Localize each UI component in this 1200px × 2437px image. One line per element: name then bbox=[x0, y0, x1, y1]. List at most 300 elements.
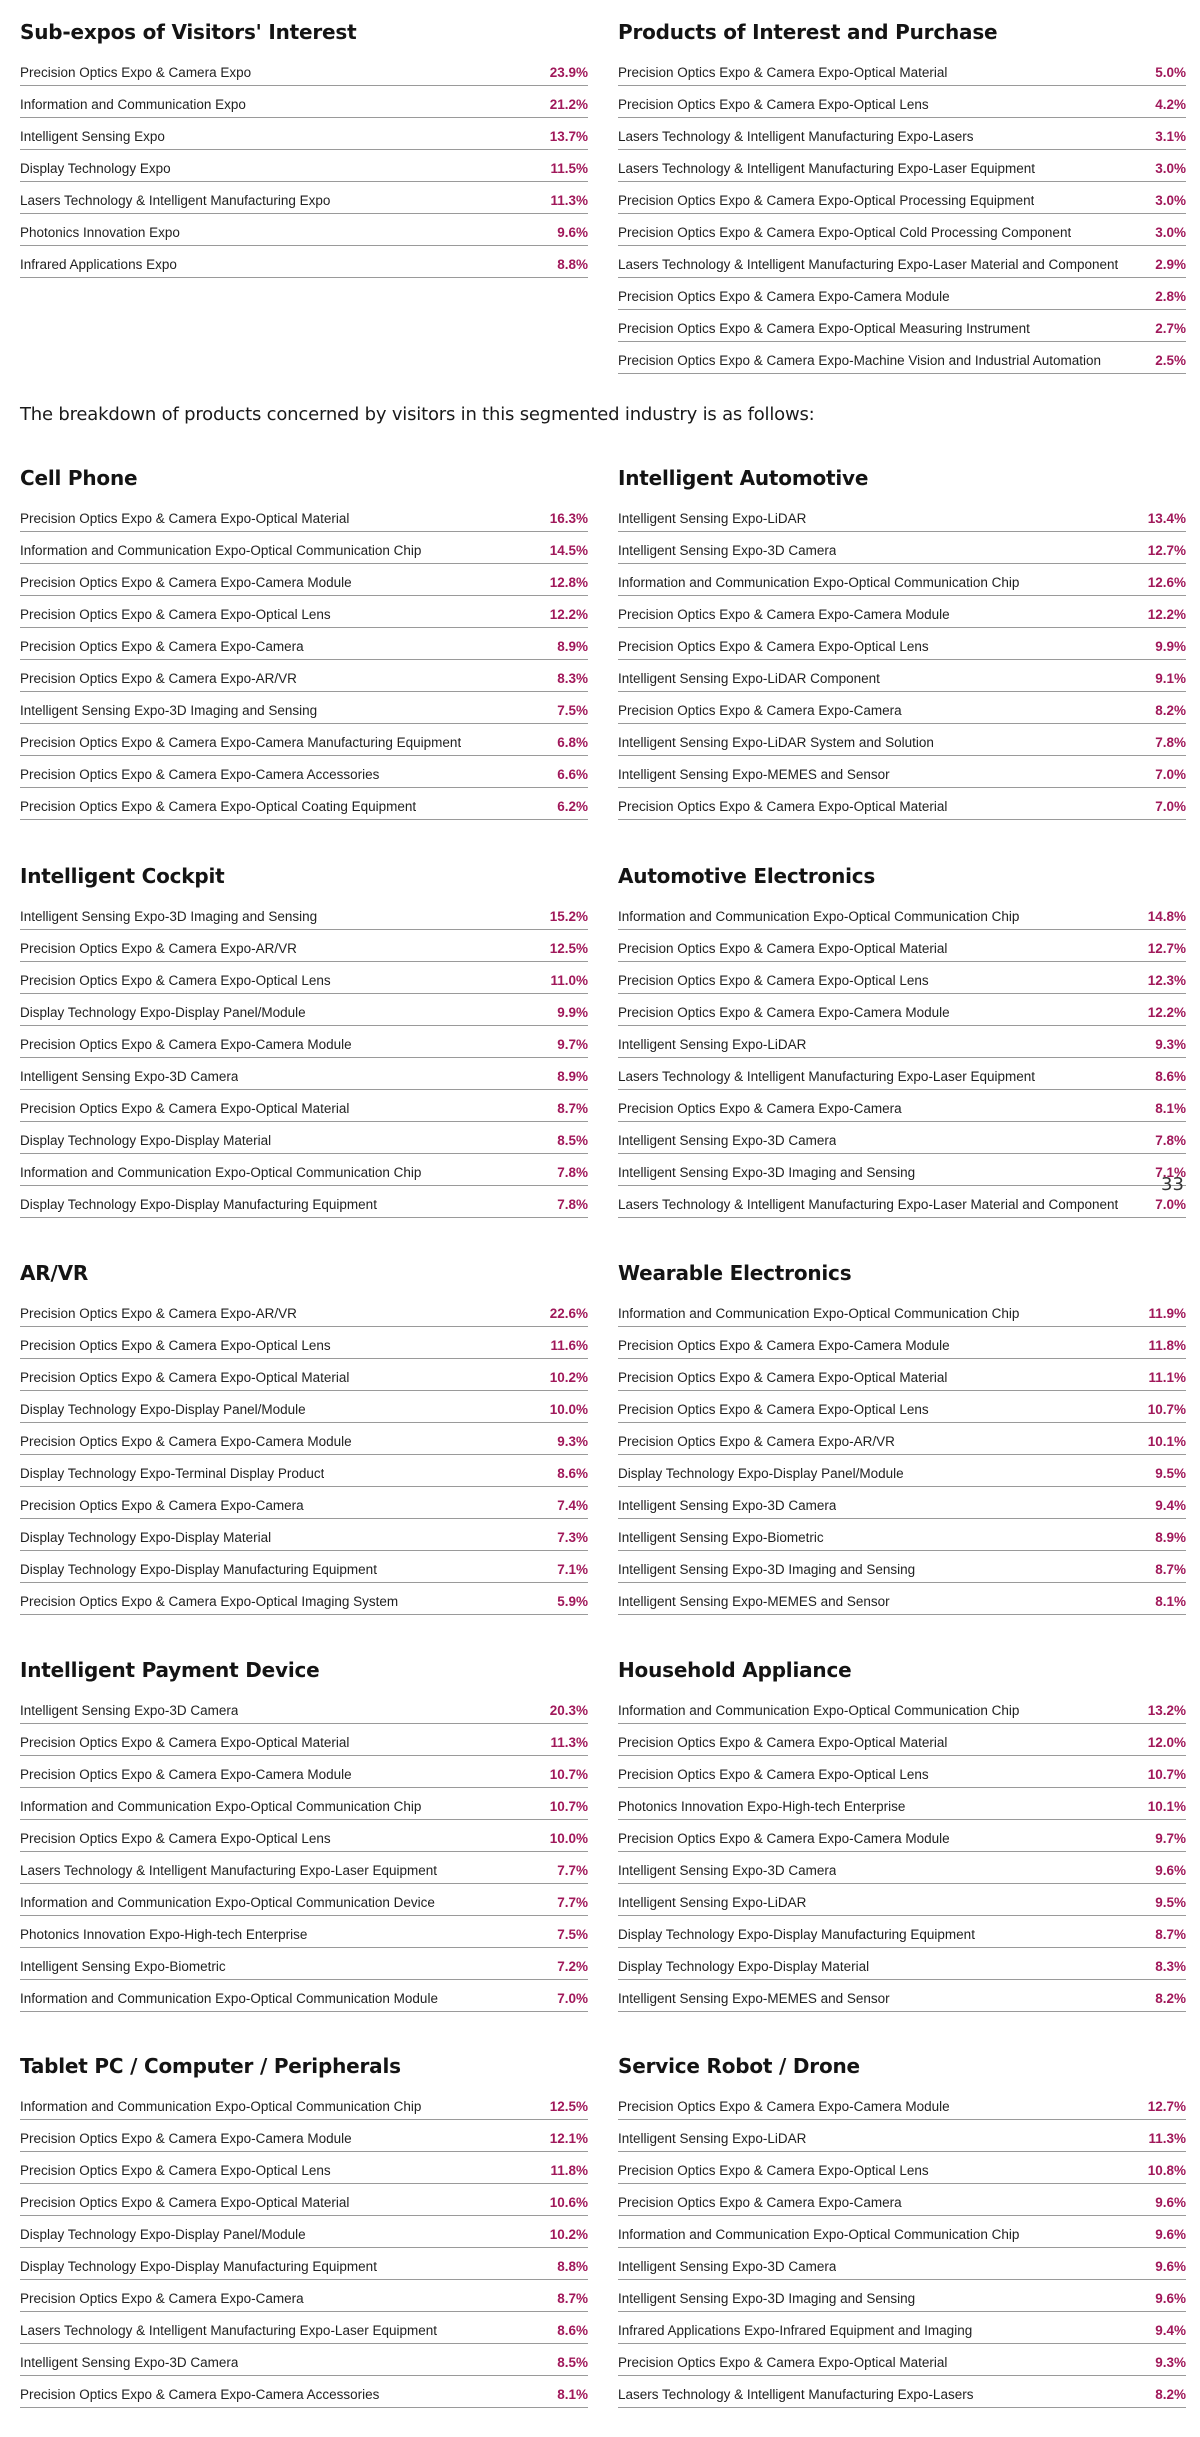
item-percentage: 9.3% bbox=[557, 1434, 588, 1449]
item-percentage: 13.2% bbox=[1147, 1703, 1186, 1718]
list-item bbox=[20, 246, 588, 278]
item-percentage: 9.5% bbox=[1155, 1466, 1186, 1481]
list-item bbox=[618, 1455, 1186, 1487]
section-sub-expos-interest bbox=[20, 18, 588, 278]
list-item bbox=[618, 756, 1186, 788]
item-label: Information and Communication Expo-Optical Communication Chip bbox=[618, 909, 1020, 924]
item-percentage: 10.1% bbox=[1147, 1434, 1186, 1449]
item-label: Precision Optics Expo & Camera Expo-Optical Material bbox=[618, 941, 948, 956]
item-percentage: 12.7% bbox=[1147, 2099, 1186, 2114]
list-item bbox=[618, 2152, 1186, 2184]
item-label: Precision Optics Expo & Camera Expo-Optical Lens bbox=[618, 1767, 929, 1782]
item-label: Precision Optics Expo & Camera Expo-Optical Material bbox=[20, 1101, 350, 1116]
list-item bbox=[618, 930, 1186, 962]
list-item bbox=[618, 150, 1186, 182]
item-percentage: 8.9% bbox=[557, 639, 588, 654]
item-percentage: 8.3% bbox=[557, 671, 588, 686]
item-label: Intelligent Sensing Expo-3D Imaging and Sensing bbox=[20, 703, 318, 718]
list-item bbox=[618, 2088, 1186, 2120]
item-percentage: 12.7% bbox=[1147, 941, 1186, 956]
list-item bbox=[618, 1551, 1186, 1583]
section-wearable-electronics bbox=[618, 1259, 1186, 1615]
section-title: Wearable Electronics bbox=[618, 1261, 852, 1285]
list-item bbox=[20, 564, 588, 596]
list-item bbox=[20, 1295, 588, 1327]
list-item bbox=[618, 1788, 1186, 1820]
item-label: Precision Optics Expo & Camera Expo-Optical Processing Equipment bbox=[618, 193, 1035, 208]
item-label: Precision Optics Expo & Camera Expo-Camera Accessories bbox=[20, 767, 380, 782]
list-item bbox=[618, 278, 1186, 310]
item-percentage: 9.3% bbox=[1155, 2355, 1186, 2370]
item-percentage: 8.2% bbox=[1155, 2387, 1186, 2402]
item-label: Display Technology Expo-Display Panel/Module bbox=[20, 1402, 306, 1417]
list-item bbox=[20, 1423, 588, 1455]
list-item bbox=[20, 86, 588, 118]
list-item bbox=[618, 2312, 1186, 2344]
item-percentage: 7.5% bbox=[557, 1927, 588, 1942]
item-percentage: 12.8% bbox=[549, 575, 588, 590]
item-label: Precision Optics Expo & Camera Expo-Camera bbox=[20, 1498, 304, 1513]
list-item bbox=[20, 2184, 588, 2216]
item-percentage: 8.8% bbox=[557, 257, 588, 272]
item-percentage: 8.1% bbox=[1155, 1594, 1186, 1609]
item-percentage: 11.6% bbox=[550, 1338, 588, 1353]
item-percentage: 9.9% bbox=[557, 1005, 588, 1020]
item-label: Lasers Technology & Intelligent Manufacturing Expo-Lasers bbox=[618, 2387, 974, 2402]
item-percentage: 9.6% bbox=[1155, 2259, 1186, 2274]
list-item bbox=[20, 1455, 588, 1487]
item-percentage: 22.6% bbox=[549, 1306, 588, 1321]
stat-list bbox=[20, 2088, 588, 2408]
item-label: Precision Optics Expo & Camera Expo-Camera bbox=[618, 1101, 902, 1116]
item-percentage: 11.3% bbox=[550, 1735, 588, 1750]
item-percentage: 9.6% bbox=[557, 225, 588, 240]
list-item bbox=[20, 994, 588, 1026]
item-percentage: 11.0% bbox=[550, 973, 588, 988]
section-intelligent-payment-device bbox=[20, 1656, 588, 2012]
list-item bbox=[618, 86, 1186, 118]
item-percentage: 3.0% bbox=[1155, 225, 1186, 240]
list-item bbox=[618, 1884, 1186, 1916]
section-title: Tablet PC / Computer / Peripherals bbox=[20, 2054, 401, 2078]
item-percentage: 8.5% bbox=[557, 2355, 588, 2370]
item-label: Infrared Applications Expo bbox=[20, 257, 177, 272]
item-percentage: 2.8% bbox=[1155, 289, 1186, 304]
list-item bbox=[618, 2216, 1186, 2248]
item-label: Intelligent Sensing Expo-LiDAR System and Solution bbox=[618, 735, 934, 750]
stat-list bbox=[618, 2088, 1186, 2408]
item-label: Display Technology Expo-Display Panel/Module bbox=[20, 1005, 306, 1020]
list-item bbox=[20, 1820, 588, 1852]
item-percentage: 8.8% bbox=[557, 2259, 588, 2274]
list-item bbox=[20, 532, 588, 564]
item-percentage: 12.3% bbox=[1147, 973, 1186, 988]
item-percentage: 10.1% bbox=[1147, 1799, 1186, 1814]
item-percentage: 11.5% bbox=[550, 161, 588, 176]
section-title: Household Appliance bbox=[618, 1658, 852, 1682]
item-percentage: 3.0% bbox=[1155, 193, 1186, 208]
list-item bbox=[20, 54, 588, 86]
item-percentage: 7.1% bbox=[557, 1562, 588, 1577]
item-label: Lasers Technology & Intelligent Manufacturing Expo-Laser Equipment bbox=[618, 161, 1035, 176]
stat-list bbox=[20, 1692, 588, 2012]
item-label: Precision Optics Expo & Camera Expo-AR/VR bbox=[20, 941, 297, 956]
item-label: Infrared Applications Expo-Infrared Equipment and Imaging bbox=[618, 2323, 973, 2338]
item-percentage: 20.3% bbox=[549, 1703, 588, 1718]
item-label: Intelligent Sensing Expo-3D Imaging and Sensing bbox=[618, 2291, 916, 2306]
item-label: Precision Optics Expo & Camera Expo-Optical Imaging System bbox=[20, 1594, 399, 1609]
item-percentage: 10.7% bbox=[1147, 1402, 1186, 1417]
item-label: Precision Optics Expo & Camera Expo-Camera bbox=[20, 2291, 304, 2306]
item-percentage: 10.0% bbox=[549, 1402, 588, 1417]
item-label: Lasers Technology & Intelligent Manufacturing Expo-Laser Material and Component bbox=[618, 257, 1119, 272]
item-label: Information and Communication Expo-Optical Communication Device bbox=[20, 1895, 435, 1910]
item-label: Intelligent Sensing Expo-Biometric bbox=[618, 1530, 824, 1545]
item-label: Precision Optics Expo & Camera Expo-Optical Material bbox=[618, 1735, 948, 1750]
item-percentage: 11.1% bbox=[1148, 1370, 1186, 1385]
list-item bbox=[618, 724, 1186, 756]
stat-list bbox=[618, 898, 1186, 1218]
item-label: Information and Communication Expo-Optical Communication Chip bbox=[618, 575, 1020, 590]
item-label: Lasers Technology & Intelligent Manufacturing Expo bbox=[20, 193, 331, 208]
item-percentage: 7.0% bbox=[1155, 767, 1186, 782]
list-item bbox=[20, 660, 588, 692]
list-item bbox=[618, 182, 1186, 214]
item-label: Precision Optics Expo & Camera Expo-Camera Module bbox=[618, 1831, 950, 1846]
section-tablet-computer-peripherals bbox=[20, 2052, 588, 2408]
item-percentage: 8.7% bbox=[1155, 1927, 1186, 1942]
list-item bbox=[618, 1692, 1186, 1724]
item-label: Precision Optics Expo & Camera Expo-Optical Lens bbox=[20, 1831, 331, 1846]
item-label: Precision Optics Expo & Camera Expo-Camera Module bbox=[20, 575, 352, 590]
list-item bbox=[618, 246, 1186, 278]
item-percentage: 3.0% bbox=[1155, 161, 1186, 176]
item-percentage: 9.4% bbox=[1155, 1498, 1186, 1513]
list-item bbox=[618, 628, 1186, 660]
section-title: Cell Phone bbox=[20, 466, 138, 490]
item-percentage: 10.6% bbox=[549, 2195, 588, 2210]
list-item bbox=[20, 692, 588, 724]
item-percentage: 7.5% bbox=[557, 703, 588, 718]
item-percentage: 7.3% bbox=[557, 1530, 588, 1545]
item-percentage: 12.5% bbox=[549, 2099, 588, 2114]
item-label: Precision Optics Expo & Camera Expo-Camera bbox=[618, 2195, 902, 2210]
list-item bbox=[618, 2184, 1186, 2216]
list-item bbox=[20, 1884, 588, 1916]
item-percentage: 9.1% bbox=[1155, 671, 1186, 686]
item-percentage: 8.1% bbox=[557, 2387, 588, 2402]
item-percentage: 10.2% bbox=[549, 1370, 588, 1385]
list-item bbox=[618, 596, 1186, 628]
item-percentage: 7.0% bbox=[1155, 799, 1186, 814]
list-item bbox=[20, 1551, 588, 1583]
list-item bbox=[20, 1154, 588, 1186]
item-percentage: 23.9% bbox=[549, 65, 588, 80]
item-percentage: 8.2% bbox=[1155, 1991, 1186, 2006]
item-label: Intelligent Sensing Expo-3D Camera bbox=[618, 1498, 837, 1513]
item-percentage: 7.2% bbox=[557, 1959, 588, 1974]
item-label: Display Technology Expo-Terminal Display Product bbox=[20, 1466, 325, 1481]
list-item bbox=[618, 1756, 1186, 1788]
item-label: Precision Optics Expo & Camera Expo-Optical Cold Processing Component bbox=[618, 225, 1072, 240]
list-item bbox=[20, 1788, 588, 1820]
list-item bbox=[20, 1948, 588, 1980]
stat-list bbox=[618, 500, 1186, 820]
list-item bbox=[20, 1026, 588, 1058]
item-label: Intelligent Sensing Expo-3D Imaging and Sensing bbox=[618, 1165, 916, 1180]
list-item bbox=[20, 1519, 588, 1551]
item-label: Intelligent Sensing Expo-LiDAR bbox=[618, 1037, 807, 1052]
item-label: Information and Communication Expo bbox=[20, 97, 246, 112]
item-percentage: 8.9% bbox=[1155, 1530, 1186, 1545]
item-label: Intelligent Sensing Expo-3D Camera bbox=[618, 2259, 837, 2274]
item-label: Precision Optics Expo & Camera Expo-Camera Manufacturing Equipment bbox=[20, 735, 462, 750]
item-label: Precision Optics Expo & Camera Expo-Camera bbox=[20, 639, 304, 654]
item-percentage: 2.5% bbox=[1155, 353, 1186, 368]
item-percentage: 13.7% bbox=[549, 129, 588, 144]
list-item bbox=[618, 1852, 1186, 1884]
list-item bbox=[618, 1487, 1186, 1519]
item-percentage: 12.6% bbox=[1147, 575, 1186, 590]
list-item bbox=[20, 2312, 588, 2344]
item-percentage: 3.1% bbox=[1155, 129, 1186, 144]
list-item bbox=[618, 1916, 1186, 1948]
item-label: Information and Communication Expo-Optical Communication Chip bbox=[618, 1703, 1020, 1718]
item-percentage: 8.2% bbox=[1155, 703, 1186, 718]
item-percentage: 12.0% bbox=[1147, 1735, 1186, 1750]
item-percentage: 10.7% bbox=[1147, 1767, 1186, 1782]
item-label: Display Technology Expo-Display Material bbox=[20, 1133, 272, 1148]
item-label: Precision Optics Expo & Camera Expo-Optical Lens bbox=[20, 2163, 331, 2178]
list-item bbox=[20, 150, 588, 182]
item-label: Intelligent Sensing Expo-MEMES and Sensor bbox=[618, 1594, 890, 1609]
item-label: Intelligent Sensing Expo-LiDAR Component bbox=[618, 671, 880, 686]
item-percentage: 9.7% bbox=[1155, 1831, 1186, 1846]
item-label: Precision Optics Expo & Camera Expo-Camera Accessories bbox=[20, 2387, 380, 2402]
item-label: Display Technology Expo-Display Manufacturing Equipment bbox=[20, 2259, 377, 2274]
item-label: Intelligent Sensing Expo-LiDAR bbox=[618, 1895, 807, 1910]
item-label: Photonics Innovation Expo-High-tech Enterprise bbox=[618, 1799, 906, 1814]
list-item bbox=[618, 1423, 1186, 1455]
item-percentage: 6.6% bbox=[557, 767, 588, 782]
list-item bbox=[618, 1820, 1186, 1852]
item-label: Precision Optics Expo & Camera Expo-Machine Vision and Industrial Automation bbox=[618, 353, 1101, 368]
item-percentage: 10.0% bbox=[549, 1831, 588, 1846]
list-item bbox=[20, 500, 588, 532]
item-label: Display Technology Expo-Display Panel/Module bbox=[618, 1466, 904, 1481]
list-item bbox=[618, 564, 1186, 596]
item-percentage: 8.5% bbox=[557, 1133, 588, 1148]
list-item bbox=[20, 1583, 588, 1615]
item-label: Precision Optics Expo & Camera Expo-Optical Material bbox=[20, 2195, 350, 2210]
stat-list bbox=[20, 54, 588, 278]
section-automotive-electronics bbox=[618, 862, 1186, 1218]
section-title: Intelligent Payment Device bbox=[20, 1658, 320, 1682]
list-item bbox=[20, 962, 588, 994]
list-item bbox=[20, 2088, 588, 2120]
list-item bbox=[20, 214, 588, 246]
list-item bbox=[20, 1692, 588, 1724]
item-label: Precision Optics Expo & Camera Expo-Optical Material bbox=[618, 2355, 948, 2370]
list-item bbox=[20, 118, 588, 150]
stat-list bbox=[20, 1295, 588, 1615]
section-title: Automotive Electronics bbox=[618, 864, 876, 888]
item-percentage: 8.3% bbox=[1155, 1959, 1186, 1974]
item-percentage: 11.8% bbox=[1148, 1338, 1186, 1353]
section-ar-vr bbox=[20, 1259, 588, 1615]
stat-list bbox=[20, 898, 588, 1218]
item-percentage: 9.5% bbox=[1155, 1895, 1186, 1910]
item-label: Intelligent Sensing Expo-3D Imaging and Sensing bbox=[20, 909, 318, 924]
stat-list bbox=[618, 54, 1186, 374]
list-item bbox=[618, 1359, 1186, 1391]
item-label: Precision Optics Expo & Camera Expo-AR/VR bbox=[20, 1306, 297, 1321]
item-label: Precision Optics Expo & Camera Expo-Optical Lens bbox=[618, 97, 929, 112]
item-percentage: 9.6% bbox=[1155, 2227, 1186, 2242]
item-percentage: 7.8% bbox=[557, 1165, 588, 1180]
section-service-robot-drone bbox=[618, 2052, 1186, 2408]
section-household-appliance bbox=[618, 1656, 1186, 2012]
item-label: Information and Communication Expo-Optical Communication Chip bbox=[618, 2227, 1020, 2242]
item-percentage: 8.6% bbox=[557, 2323, 588, 2338]
item-label: Intelligent Sensing Expo-LiDAR bbox=[618, 2131, 807, 2146]
item-percentage: 7.0% bbox=[557, 1991, 588, 2006]
item-label: Photonics Innovation Expo bbox=[20, 225, 180, 240]
item-label: Precision Optics Expo & Camera Expo-Optical Lens bbox=[20, 607, 331, 622]
item-label: Precision Optics Expo & Camera Expo-Optical Lens bbox=[20, 973, 331, 988]
item-label: Intelligent Sensing Expo-3D Imaging and Sensing bbox=[618, 1562, 916, 1577]
item-label: Intelligent Sensing Expo-MEMES and Sensor bbox=[618, 1991, 890, 2006]
item-percentage: 12.7% bbox=[1147, 543, 1186, 558]
item-label: Intelligent Sensing Expo-MEMES and Sensor bbox=[618, 767, 890, 782]
item-label: Precision Optics Expo & Camera Expo-Camera Module bbox=[20, 2131, 352, 2146]
list-item bbox=[20, 930, 588, 962]
item-label: Intelligent Sensing Expo-LiDAR bbox=[618, 511, 807, 526]
list-item bbox=[618, 962, 1186, 994]
list-item bbox=[618, 660, 1186, 692]
list-item bbox=[618, 692, 1186, 724]
item-percentage: 5.9% bbox=[557, 1594, 588, 1609]
list-item bbox=[618, 1724, 1186, 1756]
item-percentage: 12.2% bbox=[1147, 1005, 1186, 1020]
list-item bbox=[20, 596, 588, 628]
item-percentage: 10.8% bbox=[1147, 2163, 1186, 2178]
item-percentage: 7.7% bbox=[557, 1895, 588, 1910]
item-percentage: 8.7% bbox=[557, 2291, 588, 2306]
item-label: Precision Optics Expo & Camera Expo-Optical Lens bbox=[618, 973, 929, 988]
item-percentage: 8.6% bbox=[1155, 1069, 1186, 1084]
section-products-interest-purchase bbox=[618, 18, 1186, 374]
item-percentage: 12.5% bbox=[549, 941, 588, 956]
item-label: Intelligent Sensing Expo-3D Camera bbox=[20, 1703, 239, 1718]
section-intelligent-cockpit bbox=[20, 862, 588, 1218]
item-label: Precision Optics Expo & Camera Expo bbox=[20, 65, 252, 80]
item-label: Precision Optics Expo & Camera Expo-Optical Lens bbox=[618, 2163, 929, 2178]
item-percentage: 9.6% bbox=[1155, 1863, 1186, 1878]
list-item bbox=[20, 2152, 588, 2184]
item-label: Precision Optics Expo & Camera Expo-Camera bbox=[618, 703, 902, 718]
list-item bbox=[20, 2344, 588, 2376]
item-label: Intelligent Sensing Expo-Biometric bbox=[20, 1959, 226, 1974]
item-label: Photonics Innovation Expo-High-tech Enterprise bbox=[20, 1927, 308, 1942]
item-label: Precision Optics Expo & Camera Expo-Optical Material bbox=[20, 511, 350, 526]
item-label: Intelligent Sensing Expo-3D Camera bbox=[618, 1133, 837, 1148]
item-label: Precision Optics Expo & Camera Expo-Optical Lens bbox=[618, 639, 929, 654]
item-percentage: 12.2% bbox=[549, 607, 588, 622]
list-item bbox=[20, 1186, 588, 1218]
item-percentage: 9.4% bbox=[1155, 2323, 1186, 2338]
item-label: Lasers Technology & Intelligent Manufacturing Expo-Laser Equipment bbox=[20, 1863, 437, 1878]
list-item bbox=[618, 2344, 1186, 2376]
item-percentage: 9.6% bbox=[1155, 2291, 1186, 2306]
item-label: Precision Optics Expo & Camera Expo-Camera Module bbox=[618, 289, 950, 304]
item-label: Precision Optics Expo & Camera Expo-AR/VR bbox=[20, 671, 297, 686]
item-percentage: 8.9% bbox=[557, 1069, 588, 1084]
list-item bbox=[618, 54, 1186, 86]
list-item bbox=[618, 2376, 1186, 2408]
item-label: Lasers Technology & Intelligent Manufacturing Expo-Lasers bbox=[618, 129, 974, 144]
item-label: Display Technology Expo-Display Material bbox=[618, 1959, 870, 1974]
list-item bbox=[618, 1090, 1186, 1122]
item-percentage: 15.2% bbox=[549, 909, 588, 924]
item-percentage: 2.9% bbox=[1155, 257, 1186, 272]
stat-list bbox=[20, 500, 588, 820]
item-percentage: 14.5% bbox=[549, 543, 588, 558]
list-item bbox=[618, 1583, 1186, 1615]
item-label: Precision Optics Expo & Camera Expo-Camera Module bbox=[618, 1338, 950, 1353]
list-item bbox=[20, 2120, 588, 2152]
list-item bbox=[20, 1980, 588, 2012]
item-percentage: 13.4% bbox=[1147, 511, 1186, 526]
item-label: Precision Optics Expo & Camera Expo-Optical Lens bbox=[618, 1402, 929, 1417]
list-item bbox=[20, 1327, 588, 1359]
item-label: Display Technology Expo-Display Manufacturing Equipment bbox=[20, 1562, 377, 1577]
item-percentage: 7.4% bbox=[557, 1498, 588, 1513]
list-item bbox=[20, 1724, 588, 1756]
item-percentage: 9.3% bbox=[1155, 1037, 1186, 1052]
item-label: Precision Optics Expo & Camera Expo-Optical Lens bbox=[20, 1338, 331, 1353]
stat-list bbox=[618, 1692, 1186, 2012]
item-label: Information and Communication Expo-Optical Communication Chip bbox=[20, 1165, 422, 1180]
list-item bbox=[20, 2280, 588, 2312]
item-percentage: 6.8% bbox=[557, 735, 588, 750]
item-percentage: 5.0% bbox=[1155, 65, 1186, 80]
section-title: Service Robot / Drone bbox=[618, 2054, 860, 2078]
item-percentage: 4.2% bbox=[1155, 97, 1186, 112]
list-item bbox=[20, 898, 588, 930]
item-label: Lasers Technology & Intelligent Manufacturing Expo-Laser Equipment bbox=[618, 1069, 1035, 1084]
section-title: Intelligent Automotive bbox=[618, 466, 869, 490]
list-item bbox=[20, 1916, 588, 1948]
list-item bbox=[618, 898, 1186, 930]
item-label: Information and Communication Expo-Optical Communication Chip bbox=[20, 2099, 422, 2114]
item-percentage: 7.7% bbox=[557, 1863, 588, 1878]
list-item bbox=[20, 1359, 588, 1391]
item-percentage: 7.0% bbox=[1155, 1197, 1186, 1212]
item-percentage: 11.9% bbox=[1148, 1306, 1186, 1321]
list-item bbox=[618, 118, 1186, 150]
item-label: Precision Optics Expo & Camera Expo-Camera Module bbox=[618, 607, 950, 622]
item-percentage: 10.7% bbox=[549, 1767, 588, 1782]
item-label: Precision Optics Expo & Camera Expo-Optical Material bbox=[618, 65, 948, 80]
item-percentage: 7.8% bbox=[557, 1197, 588, 1212]
list-item bbox=[20, 788, 588, 820]
item-percentage: 16.3% bbox=[549, 511, 588, 526]
item-label: Intelligent Sensing Expo-3D Camera bbox=[20, 1069, 239, 1084]
list-item bbox=[618, 310, 1186, 342]
item-percentage: 11.3% bbox=[550, 193, 588, 208]
list-item bbox=[20, 2216, 588, 2248]
